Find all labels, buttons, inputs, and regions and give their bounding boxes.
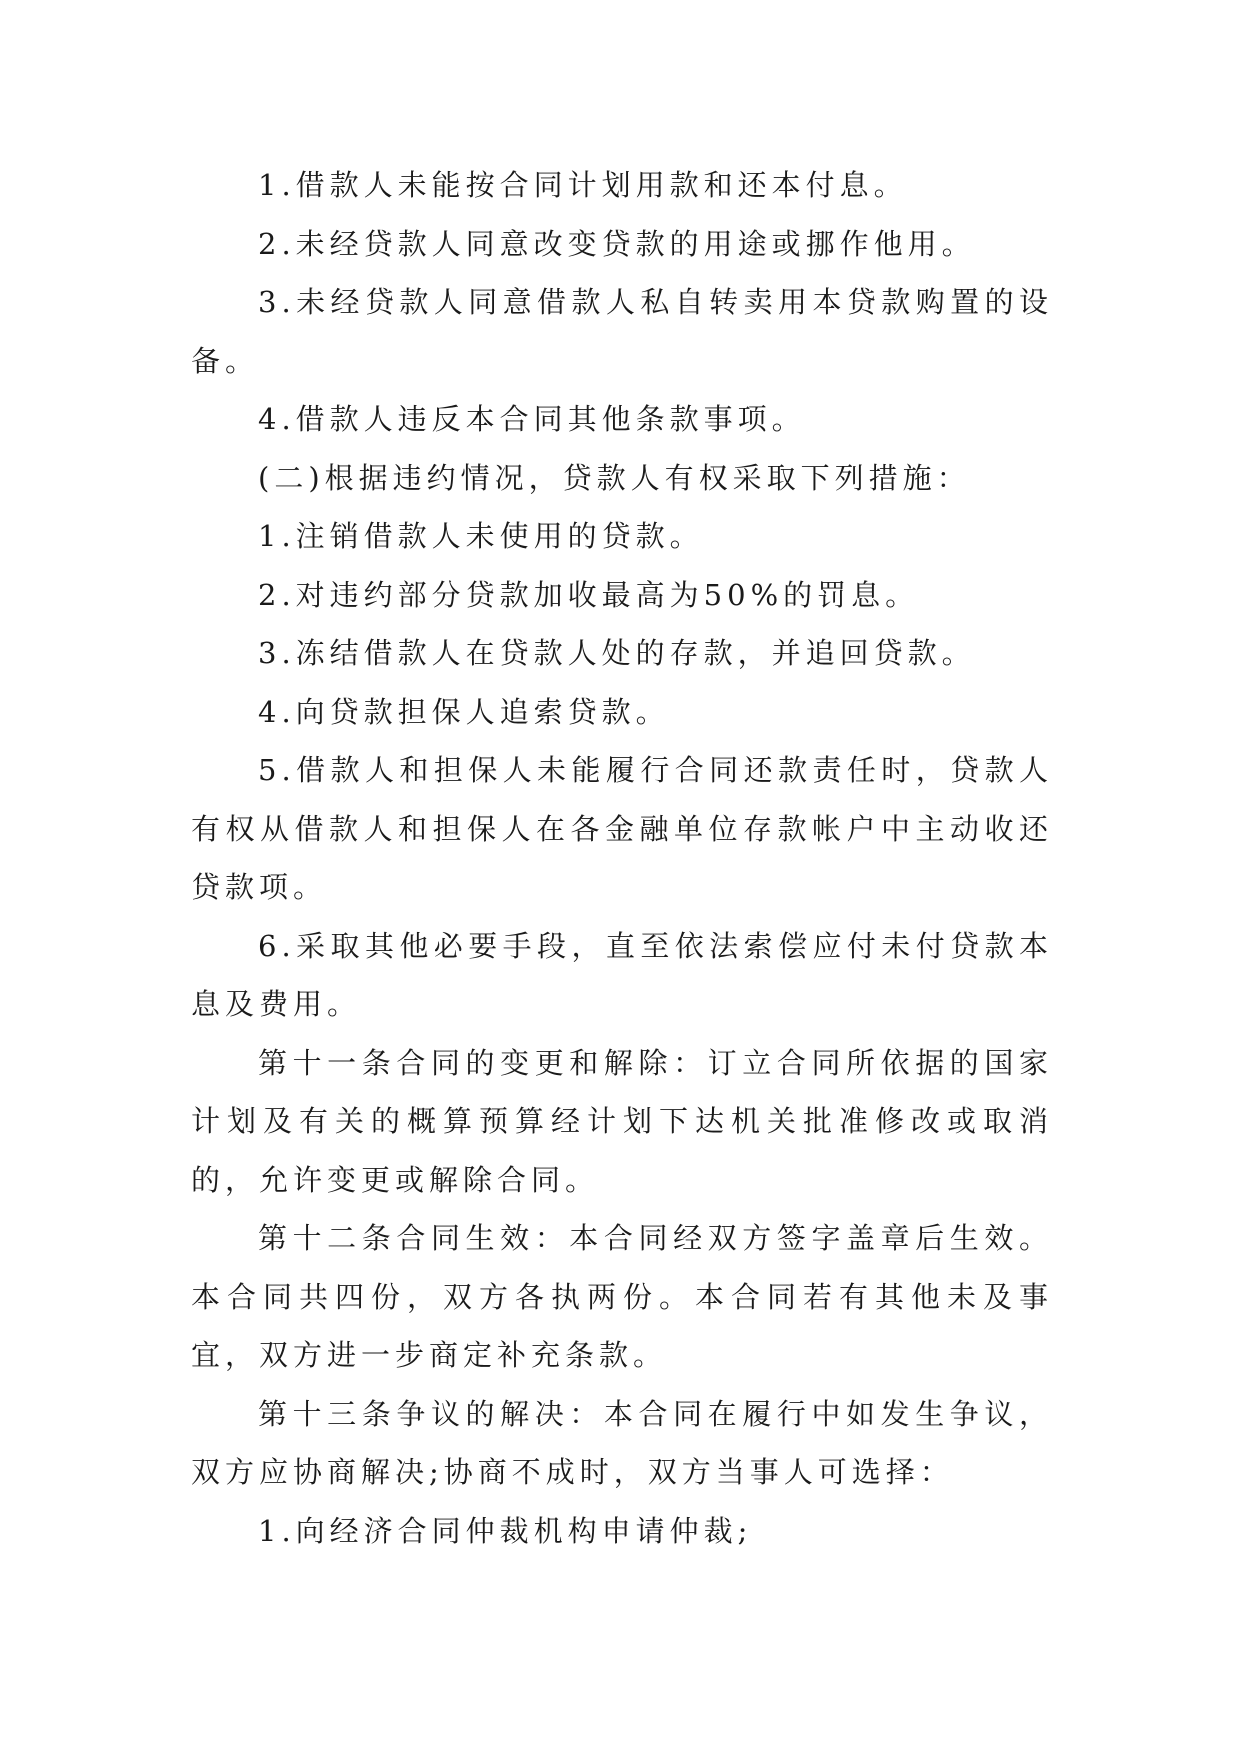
paragraph-measure-6: 6.采取其他必要手段，直至依法索偿应付未付贷款本息及费用。: [191, 928, 1053, 1021]
paragraph-measure-1: 1.注销借款人未使用的贷款。: [258, 519, 704, 553]
paragraph-breach-item-3: 3.未经贷款人同意借款人私自转卖用本贷款购置的设备。: [191, 285, 1053, 378]
paragraph-measure-3: 3.冻结借款人在贷款人处的存款，并追回贷款。: [258, 636, 976, 670]
paragraph-measures-heading: (二)根据违约情况，贷款人有权采取下列措施：: [258, 460, 971, 495]
paragraph-breach-item-2: 2.未经贷款人同意改变贷款的用途或挪作他用。: [258, 226, 976, 261]
paragraph-dispute-option-1: 1.向经济合同仲裁机构申请仲裁;: [258, 1513, 753, 1548]
paragraph-article-13: 第十三条争议的解决：本合同在履行中如发生争议，双方应协商解决;协商不成时，双方当事人可选择：: [191, 1396, 1053, 1489]
paragraph-measure-5: 5.借款人和担保人未能履行合同还款责任时，贷款人有权从借款人和担保人在各金融单位存款帐户中主动收还贷款项。: [191, 753, 1053, 904]
paragraph-article-11: 第十一条合同的变更和解除：订立合同所依据的国家计划及有关的概算预算经计划下达机关批准修改或取消的，允许变更或解除合同。: [191, 1045, 1053, 1197]
paragraph-measure-4: 4.向贷款担保人追索贷款。: [258, 694, 670, 729]
document-body: [191, 156, 1053, 1560]
paragraph-breach-item-4: 4.借款人违反本合同其他条款事项。: [258, 402, 806, 436]
paragraph-measure-2: 2.对违约部分贷款加收最高为50%的罚息。: [258, 577, 920, 612]
paragraph-article-12: 第十二条合同生效：本合同经双方签字盖章后生效。本合同共四份，双方各执两份。本合同若有其他未及事宜，双方进一步商定补充条款。: [191, 1221, 1053, 1372]
paragraph-breach-item-1: 1.借款人未能按合同计划用款和还本付息。: [258, 168, 908, 202]
